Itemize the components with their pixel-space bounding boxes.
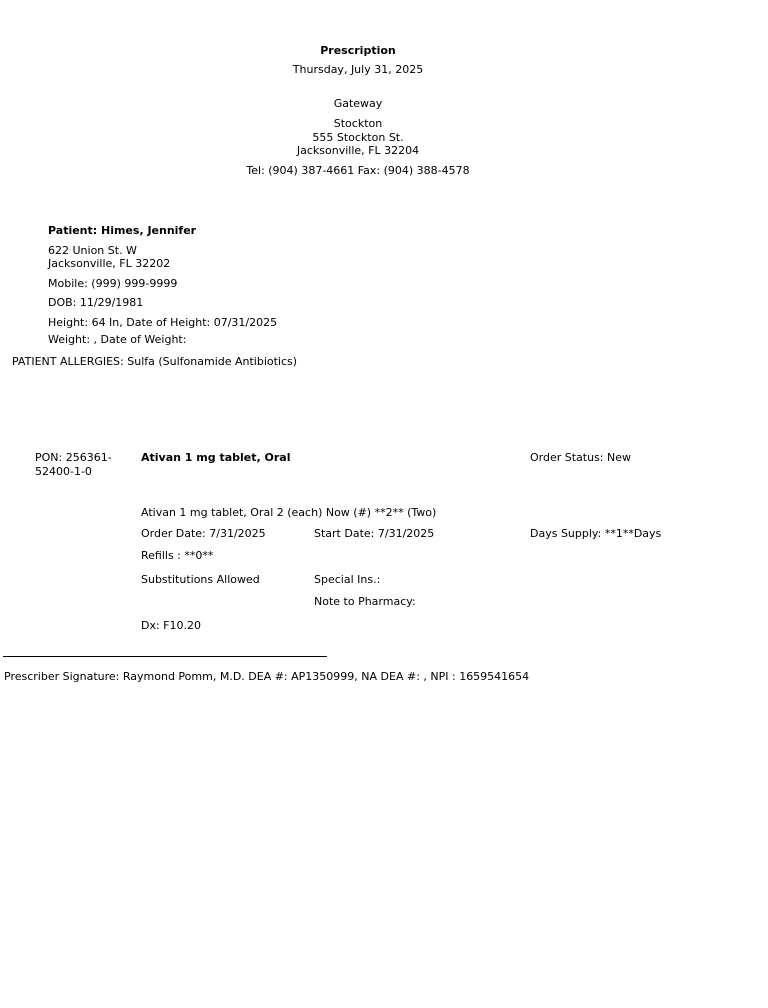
prescriber-signature: Prescriber Signature: Raymond Pomm, M.D. DEA #: AP1350999, NA DEA #: , NPI : 1659541654 [4, 670, 530, 683]
patient-address-line2: Jacksonville, FL 32202 [48, 257, 171, 270]
facility-address-line1: 555 Stockton St. [312, 131, 404, 144]
start-date: Start Date: 7/31/2025 [314, 527, 435, 540]
patient-dob: DOB: 11/29/1981 [48, 296, 144, 309]
patient-address-line1: 622 Union St. W [48, 244, 137, 257]
document-title: Prescription [320, 44, 396, 57]
drug-title: Ativan 1 mg tablet, Oral [141, 451, 291, 464]
document-date: Thursday, July 31, 2025 [292, 63, 424, 76]
substitutions: Substitutions Allowed [141, 573, 260, 586]
note-to-pharmacy: Note to Pharmacy: [314, 595, 416, 608]
facility-name: Gateway [333, 97, 383, 110]
patient-name: Patient: Himes, Jennifer [48, 224, 197, 237]
patient-height: Height: 64 In, Date of Height: 07/31/2025 [48, 316, 278, 329]
order-status: Order Status: New [530, 451, 632, 464]
order-pon: PON: 256361-52400-1-0 [35, 451, 112, 478]
special-instructions: Special Ins.: [314, 573, 381, 586]
facility-address-line2: Jacksonville, FL 32204 [296, 144, 420, 157]
patient-weight: Weight: , Date of Weight: [48, 333, 187, 346]
diagnosis-code: Dx: F10.20 [141, 619, 202, 632]
order-date: Order Date: 7/31/2025 [141, 527, 266, 540]
location-name: Stockton [333, 117, 383, 130]
patient-mobile: Mobile: (999) 999-9999 [48, 277, 178, 290]
patient-allergies: PATIENT ALLERGIES: Sulfa (Sulfonamide Antibiotics) [12, 355, 298, 368]
refills: Refills : **0** [141, 549, 214, 562]
facility-contact: Tel: (904) 387-4661 Fax: (904) 388-4578 [246, 164, 470, 177]
days-supply: Days Supply: **1**Days [530, 527, 662, 540]
signature-line [3, 656, 327, 657]
order-sig: Ativan 1 mg tablet, Oral 2 (each) Now (#) **2** (Two) [141, 506, 437, 519]
